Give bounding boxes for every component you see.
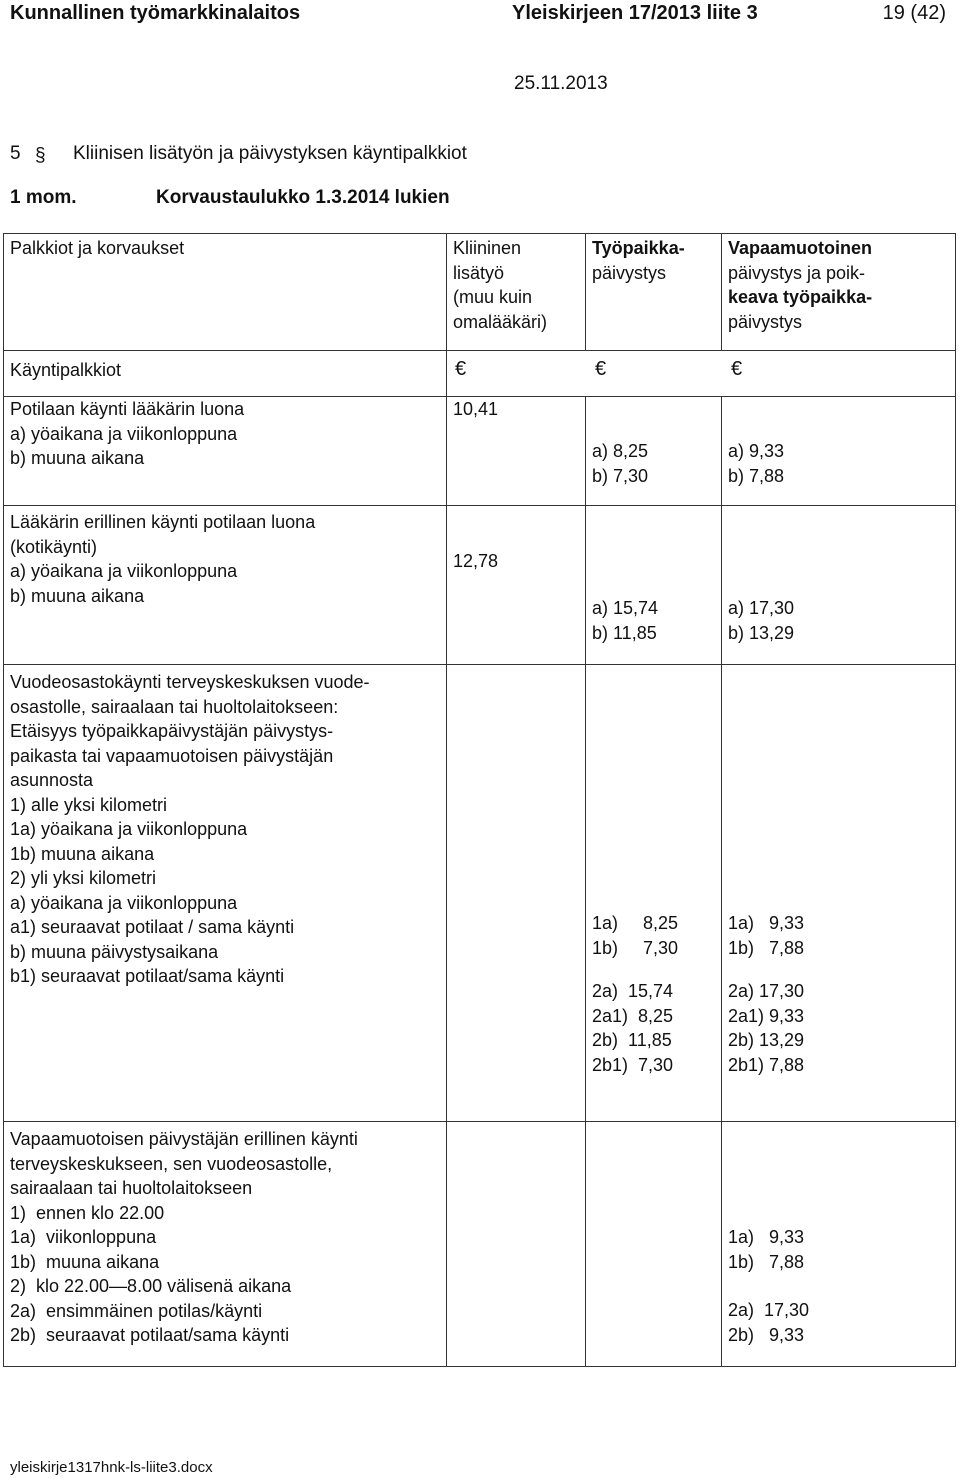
header-free-line: keava työpaikka-: [728, 287, 873, 307]
row-label-line: 1a) yöaikana ja viikonloppuna: [10, 819, 248, 839]
row-label-cell: [4, 506, 447, 665]
workplace-value-cell: [586, 397, 722, 506]
header-clinical-line: lisätyö: [453, 262, 505, 283]
value-line: 1a) 9,33: [728, 913, 805, 933]
clinical-value: 10,41: [453, 399, 499, 419]
row-label-line: paikasta tai vapaamuotoisen päivystäjän: [10, 745, 334, 766]
value-line: 1b) 7,30: [592, 937, 679, 958]
row-label-cell: [4, 1122, 447, 1367]
value-line: 2a1) 8,25: [592, 1005, 674, 1026]
units-row: [4, 351, 956, 397]
units-label: Käyntipalkkiot: [10, 360, 122, 380]
free-value-cell: [722, 397, 956, 506]
header-free-line: päivystys: [728, 311, 803, 332]
workplace-value-cell: [586, 506, 722, 665]
compensation-table: [3, 233, 956, 1367]
value-line: b) 11,85: [592, 622, 657, 643]
row-label-cell: [4, 665, 447, 1122]
row-label-line: Vuodeosastokäynti terveyskeskuksen vuode-: [10, 672, 370, 692]
euro-unit: €: [731, 358, 743, 380]
value-line: 1b) 7,88: [728, 937, 805, 958]
header-free-duty: [722, 234, 956, 351]
row-label-line: Lääkärin erillinen käynti potilaan luona: [10, 512, 316, 532]
row-label-line: asunnosta: [10, 770, 94, 790]
workplace-value-cell: [586, 665, 722, 1122]
circular-ref: Yleiskirjeen 17/2013 liite 3: [512, 2, 758, 24]
units-currency-cell: [447, 351, 956, 397]
row-label-line: b) muuna päivystysaikana: [10, 941, 219, 962]
header-free-line: Vapaamuotoinen: [728, 238, 873, 258]
free-value-cell: [722, 506, 956, 665]
euro-unit: €: [455, 358, 467, 380]
document-date: 25.11.2013: [514, 73, 608, 94]
value-line: 2a) 17,30: [728, 1300, 810, 1320]
value-line: 1a) 8,25: [592, 913, 679, 933]
page-header: [10, 2, 946, 28]
free-value-cell: [722, 1122, 956, 1367]
row-label-line: 2a) ensimmäinen potilas/käynti: [10, 1300, 263, 1321]
row-label-line: Etäisyys työpaikkapäivystäjän päivystys-: [10, 721, 334, 741]
value-line: a) 8,25: [592, 441, 649, 461]
header-clinical-line: omalääkäri): [453, 311, 548, 332]
row-label-line: 2b) seuraavat potilaat/sama käynti: [10, 1325, 290, 1345]
footer-filename: yleiskirje1317hnk-ls-liite3.docx: [10, 1459, 213, 1476]
units-label-cell: [4, 351, 447, 397]
section-title: Kliinisen lisätyön ja päivystyksen käyntipalkkiot: [73, 143, 467, 164]
header-clinical-line: Kliininen: [453, 238, 522, 258]
header-clinical-line: (muu kuin: [453, 287, 533, 307]
clinical-value-cell: [447, 506, 586, 665]
workplace-value-cell: [586, 1122, 722, 1367]
row-label-line: Potilaan käynti lääkärin luona: [10, 399, 245, 419]
row-label-line: osastolle, sairaalaan tai huoltolaitokseen:: [10, 696, 339, 717]
row-label-line: (kotikäynti): [10, 536, 98, 557]
subsection-heading: [10, 187, 450, 209]
header-free-line: päivystys ja poik-: [728, 262, 866, 283]
header-workplace-duty: [586, 234, 722, 351]
clinical-value: 12,78: [453, 551, 499, 571]
table-row: [4, 506, 956, 665]
free-value-cell: [722, 665, 956, 1122]
table-row: [4, 397, 956, 506]
value-line: 2a) 17,30: [728, 981, 805, 1001]
section-number: 5: [10, 143, 21, 164]
header-workplace-line: Työpaikka-: [592, 238, 685, 258]
value-line: 1b) 7,88: [728, 1251, 805, 1272]
value-line: b) 7,30: [592, 465, 649, 486]
page-number: 19 (42): [882, 2, 946, 24]
value-line: 1a) 9,33: [728, 1227, 805, 1247]
row-label-line: a1) seuraavat potilaat / sama käynti: [10, 917, 295, 937]
row-label-line: a) yöaikana ja viikonloppuna: [10, 892, 238, 913]
row-label-line: 2) yli yksi kilometri: [10, 868, 157, 888]
value-line: 2a) 15,74: [592, 981, 674, 1001]
value-line: 2a1) 9,33: [728, 1005, 805, 1026]
row-label-line: b1) seuraavat potilaat/sama käynti: [10, 966, 285, 986]
table-row: [4, 665, 956, 1122]
row-label-line: sairaalaan tai huoltolaitokseen: [10, 1178, 253, 1198]
clinical-value-cell: [447, 1122, 586, 1367]
table-row: [4, 1122, 956, 1367]
row-label-line: 1a) viikonloppuna: [10, 1227, 157, 1247]
value-line: 2b) 13,29: [728, 1030, 805, 1050]
value-line: b) 13,29: [728, 622, 795, 643]
value-line: 2b) 9,33: [728, 1324, 805, 1345]
value-line: b) 7,88: [728, 465, 785, 486]
header-fees-label: Palkkiot ja korvaukset: [10, 238, 185, 258]
row-label-line: a) yöaikana ja viikonloppuna: [10, 561, 238, 581]
row-label-line: 1b) muuna aikana: [10, 843, 155, 864]
value-line: 2b) 11,85: [592, 1030, 672, 1050]
row-label-line: a) yöaikana ja viikonloppuna: [10, 423, 238, 444]
clinical-value-cell: [447, 665, 586, 1122]
row-label-line: terveyskeskukseen, sen vuodeosastolle,: [10, 1153, 333, 1174]
table-header-row: [4, 234, 956, 351]
value-line: a) 9,33: [728, 441, 785, 461]
row-label-cell: [4, 397, 447, 506]
row-label-line: 1b) muuna aikana: [10, 1251, 160, 1272]
euro-unit: €: [595, 358, 607, 380]
row-label-line: b) muuna aikana: [10, 448, 145, 468]
row-label-line: 2) klo 22.00—8.00 välisenä aikana: [10, 1276, 292, 1296]
value-line: 2b1) 7,30: [592, 1054, 674, 1075]
org-name: Kunnallinen työmarkkinalaitos: [10, 2, 301, 24]
value-line: a) 17,30: [728, 598, 795, 618]
clinical-value-cell: [447, 397, 586, 506]
header-fees: [4, 234, 447, 351]
value-line: 2b1) 7,88: [728, 1054, 805, 1075]
row-label-line: Vapaamuotoisen päivystäjän erillinen käynti: [10, 1129, 358, 1149]
subsection-mom: 1 mom.: [10, 187, 77, 208]
value-line: a) 15,74: [592, 598, 659, 618]
header-clinical: [447, 234, 586, 351]
row-label-line: 1) ennen klo 22.00: [10, 1202, 165, 1223]
subsection-title: Korvaustaulukko 1.3.2014 lukien: [156, 187, 450, 208]
row-label-line: 1) alle yksi kilometri: [10, 794, 168, 815]
row-label-line: b) muuna aikana: [10, 585, 145, 606]
header-workplace-line: päivystys: [592, 262, 667, 283]
section-sign: §: [35, 145, 46, 166]
